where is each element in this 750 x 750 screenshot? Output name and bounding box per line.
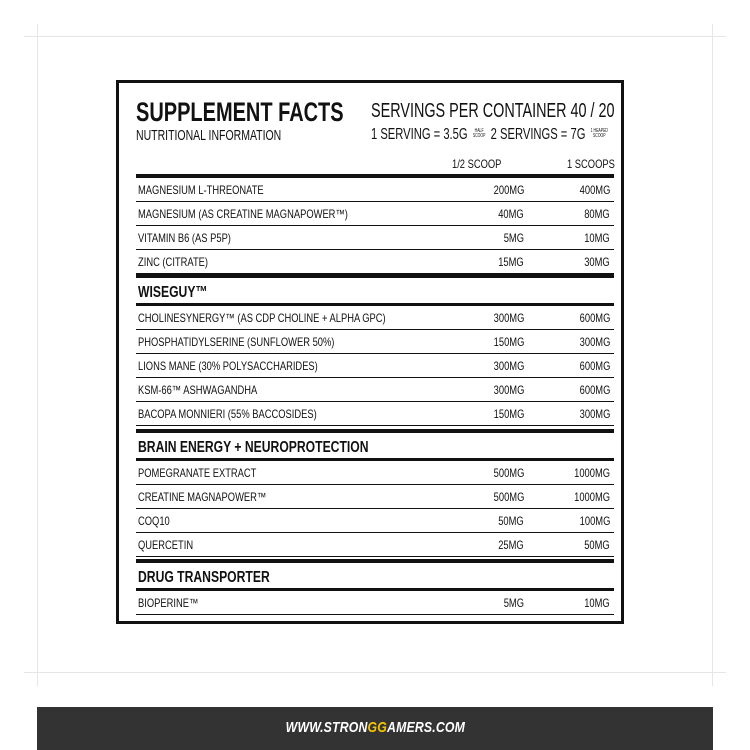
ingredient-name: MAGNESIUM (AS CREATINE MAGNAPOWER™)	[138, 207, 348, 221]
amount-full-scoop: 600MG	[579, 311, 610, 325]
thick-divider	[136, 429, 614, 433]
table-row	[136, 250, 614, 274]
section-title: WISEGUY™	[138, 284, 208, 301]
ingredient-name: CHOLINESYNERGY™ (AS CDP CHOLINE + ALPHA GPC)	[138, 311, 386, 325]
amount-full-scoop: 10MG	[584, 596, 610, 610]
table-row	[136, 306, 614, 330]
thick-divider	[136, 274, 614, 278]
table-row	[136, 202, 614, 226]
amount-full-scoop: 10MG	[584, 231, 610, 245]
column-header-full: 1 SCOOPS	[567, 157, 615, 171]
section-title: DRUG TRANSPORTER	[138, 569, 270, 586]
section-title: BRAIN ENERGY + NEUROPROTECTION	[138, 439, 369, 456]
amount-full-scoop: 80MG	[584, 207, 610, 221]
amount-full-scoop: 600MG	[579, 359, 610, 373]
amount-half-scoop: 15MG	[498, 255, 524, 269]
table-row	[136, 461, 614, 485]
serving-one: 1 SERVING = 3.5G	[371, 126, 468, 143]
table-row	[136, 378, 614, 402]
amount-half-scoop: 5MG	[503, 231, 524, 245]
serving-size-line	[371, 125, 712, 145]
amount-full-scoop: 300MG	[579, 335, 610, 349]
amount-half-scoop: 200MG	[493, 183, 524, 197]
ingredient-name: ZINC (CITRATE)	[138, 255, 209, 269]
serving-two: 2 SERVINGS = 7G	[490, 126, 586, 143]
table-row	[136, 591, 614, 615]
amount-half-scoop: 300MG	[493, 311, 524, 325]
amount-half-scoop: 300MG	[493, 359, 524, 373]
serving-one-note: HALF SCOOP	[472, 128, 486, 139]
amount-half-scoop: 500MG	[493, 466, 524, 480]
amount-half-scoop: 5MG	[503, 596, 524, 610]
table-row	[136, 354, 614, 378]
guide-line-left	[37, 24, 38, 686]
amount-half-scoop: 500MG	[493, 490, 524, 504]
table-row	[136, 330, 614, 354]
guide-line-top	[24, 36, 726, 37]
amount-half-scoop: 25MG	[498, 538, 524, 552]
amount-full-scoop: 50MG	[584, 538, 610, 552]
table-row	[136, 402, 614, 426]
ingredient-name: COQ10	[138, 514, 170, 528]
table-row	[136, 485, 614, 509]
amount-full-scoop: 30MG	[584, 255, 610, 269]
website-url[interactable]: WWW.STRONGGAMERS.COM	[285, 719, 465, 736]
ingredient-name: BACOPA MONNIERI (55% BACCOSIDES)	[138, 407, 317, 421]
thick-divider	[136, 559, 614, 563]
table-row	[136, 226, 614, 250]
amount-half-scoop: 50MG	[498, 514, 524, 528]
amount-half-scoop: 300MG	[493, 383, 524, 397]
ingredient-name: QUERCETIN	[138, 538, 194, 552]
table-row	[136, 533, 614, 557]
amount-full-scoop: 1000MG	[574, 466, 610, 480]
ingredient-name: PHOSPHATIDYLSERINE (SUNFLOWER 50%)	[138, 335, 335, 349]
guide-line-right	[712, 24, 713, 686]
panel-title: SUPPLEMENT FACTS	[136, 97, 344, 127]
amount-full-scoop: 600MG	[579, 383, 610, 397]
panel-subtitle: NUTRITIONAL INFORMATION	[136, 127, 282, 144]
amount-full-scoop: 400MG	[579, 183, 610, 197]
amount-full-scoop: 300MG	[579, 407, 610, 421]
column-header-half: 1/2 SCOOP	[452, 157, 502, 171]
supplement-facts-panel	[116, 80, 624, 624]
amount-half-scoop: 40MG	[498, 207, 524, 221]
amount-half-scoop: 150MG	[493, 335, 524, 349]
ingredient-name: KSM-66™ ASHWAGANDHA	[138, 383, 258, 397]
amount-full-scoop: 1000MG	[574, 490, 610, 504]
ingredient-name: MAGNESIUM L-THREONATE	[138, 183, 264, 197]
table-row	[136, 509, 614, 533]
table-row	[136, 178, 614, 202]
ingredient-name: LIONS MANE (30% POLYSACCHARIDES)	[138, 359, 318, 373]
ingredient-name: CREATINE MAGNAPOWER™	[138, 490, 267, 504]
ingredient-name: BIOPERINE™	[138, 596, 199, 610]
ingredient-name: POMEGRANATE EXTRACT	[138, 466, 257, 480]
amount-full-scoop: 100MG	[579, 514, 610, 528]
serving-two-note: 1 HEAPED SCOOP	[590, 128, 608, 139]
ingredient-name: VITAMIN B6 (AS P5P)	[138, 231, 231, 245]
guide-line-bottom	[24, 672, 726, 673]
servings-per-container: SERVINGS PER CONTAINER 40 / 20	[371, 100, 615, 122]
website-footer-bar	[37, 707, 713, 750]
amount-half-scoop: 150MG	[493, 407, 524, 421]
